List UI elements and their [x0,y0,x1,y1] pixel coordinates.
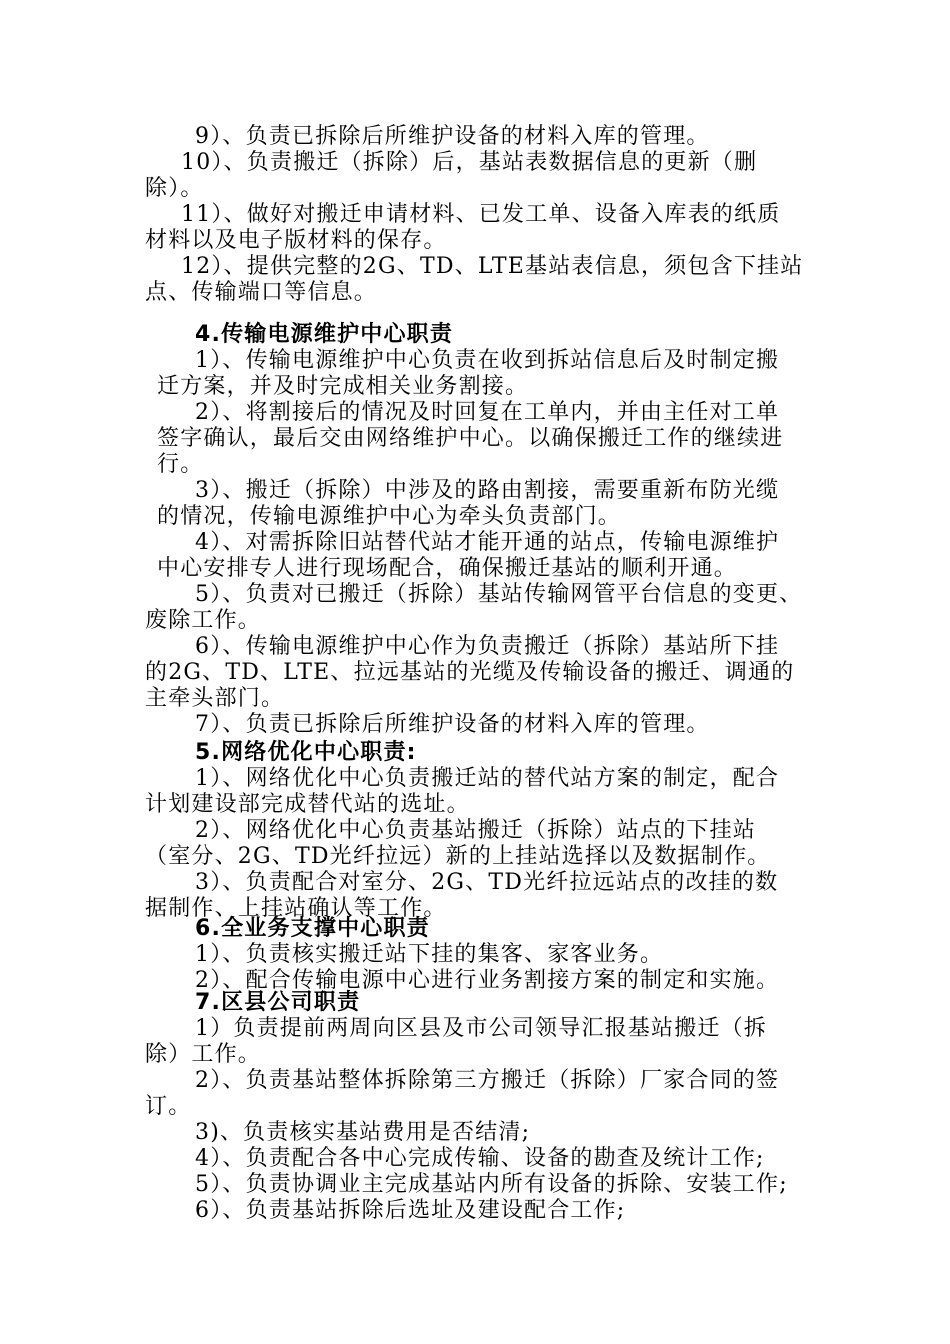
section-heading: 5.网络优化中心职责: [195,740,417,765]
section-heading: 6.全业务支撑中心职责 [195,916,430,941]
section3-tail [145,124,815,306]
text-line: 2）、网络优化中心负责基站搬迁（拆除）站点的下挂站 [195,818,756,843]
text-line: 10）、负责搬迁（拆除）后，基站表数据信息的更新（删 [181,150,758,175]
text-line: 2）、将割接后的情况及时回复在工单内，并由主任对工单 [195,400,780,425]
text-line: 7）、负责已拆除后所维护设备的材料入库的管理。 [195,712,710,737]
text-line: 主牵头部门。 [145,686,285,711]
text-line: 3）、搬迁（拆除）中涉及的路由割接，需要重新布防光缆 [195,478,780,503]
text-line: 行。 [157,452,204,477]
text-line: 2）、负责基站整体拆除第三方搬迁（拆除）厂家合同的签 [195,1068,780,1093]
text-line: 1）、网络优化中心负责搬迁站的替代站方案的制定，配合 [195,766,780,791]
section-4 [145,322,815,738]
text-line: 1）负责提前两周向区县及市公司领导汇报基站搬迁（拆 [195,1016,767,1041]
text-line: 1）、负责核实搬迁站下挂的集客、家客业务。 [195,942,664,967]
text-line: 的情况，传输电源维护中心为牵头负责部门。 [157,504,622,529]
text-line: 计划建设部完成替代站的选址。 [145,792,470,817]
text-line: 除）工作。 [145,1042,262,1067]
text-line: 6）、负责基站拆除后选址及建设配合工作; [195,1198,626,1223]
text-line: 5）、负责对已搬迁（拆除）基站传输网管平台信息的变更、 [195,582,803,607]
text-line: 除）。 [145,176,204,201]
section-heading: 7.区县公司职责 [195,990,361,1015]
text-line: （室分、2G、TD光纤拉远）新的上挂站选择以及数据制作。 [145,844,771,869]
text-line: 点、传输端口等信息。 [145,280,378,305]
text-line: 3)、负责核实基站费用是否结清; [195,1120,531,1145]
text-line: 中心安排专人进行现场配合，确保搬迁基站的顺利开通。 [157,556,738,581]
text-line: 4）、对需拆除旧站替代站才能开通的站点，传输电源维护 [195,530,780,555]
text-line: 5）、负责协调业主完成基站内所有设备的拆除、安装工作; [195,1172,788,1197]
text-line: 12）、提供完整的2G、TD、LTE基站表信息，须包含下挂站 [181,254,804,279]
text-line: 11）、做好对搬迁申请材料、已发工单、设备入库表的纸质 [181,202,781,227]
text-line: 据制作、上挂站确认等工作。 [145,896,447,921]
text-line: 废除工作。 [145,608,262,633]
text-line: 的2G、TD、LTE、拉远基站的光缆及传输设备的搬迁、调通的 [145,660,795,685]
text-line: 签字确认，最后交由网络维护中心。以确保搬迁工作的继续进 [157,426,784,451]
text-line: 材料以及电子版材料的保存。 [145,228,447,253]
text-line: 9）、负责已拆除后所维护设备的材料入库的管理。 [195,124,710,149]
text-line: 4）、负责配合各中心完成传输、设备的勘查及统计工作; [195,1146,765,1171]
section-heading: 4.传输电源维护中心职责 [195,322,454,347]
text-line: 2）、配合传输电源中心进行业务割接方案的制定和实施。 [195,968,780,993]
section-5 [145,740,815,922]
text-line: 迁方案，并及时完成相关业务割接。 [157,374,529,399]
text-line: 6）、传输电源维护中心作为负责搬迁（拆除）基站所下挂 [195,634,780,659]
section-7 [145,990,815,1224]
text-line: 订。 [145,1094,192,1119]
text-line: 3）、负责配合对室分、2G、TD光纤拉远站点的改挂的数 [195,870,779,895]
section-6 [145,916,815,994]
text-line: 1）、传输电源维护中心负责在收到拆站信息后及时制定搬 [195,348,780,373]
